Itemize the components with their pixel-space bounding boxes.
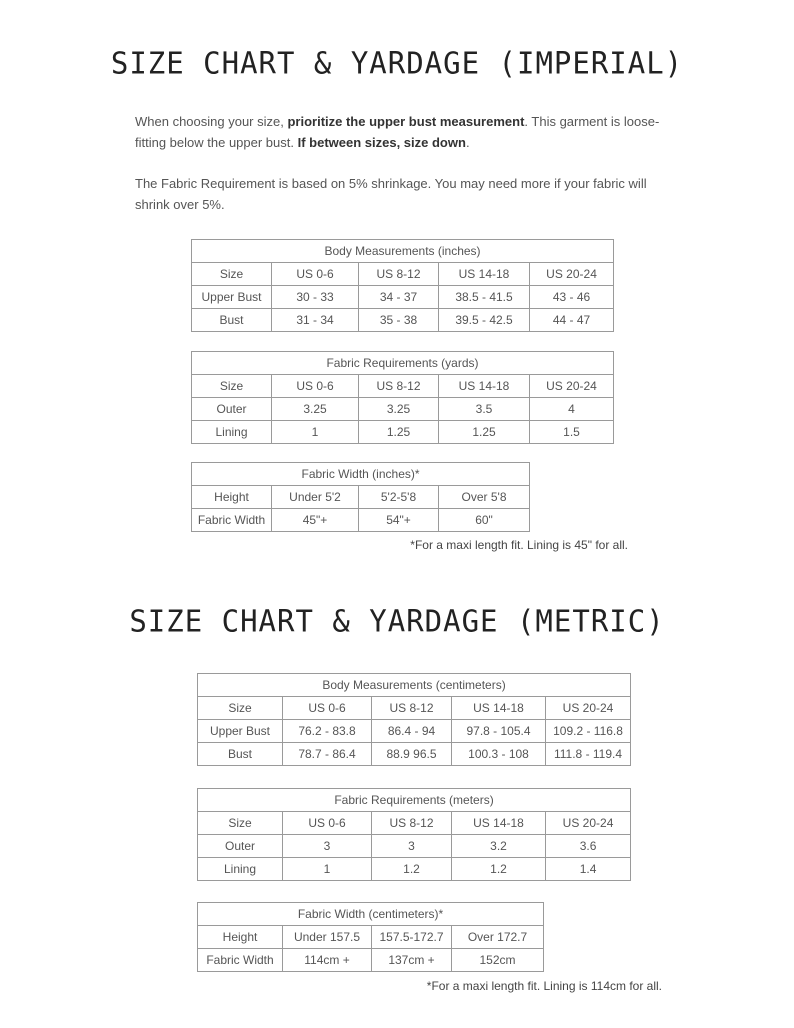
column-header: US 14-18 (439, 375, 530, 398)
metric-title: SIZE CHART & YARDAGE (METRIC) (129, 603, 665, 639)
table-cell: 88.9 96.5 (372, 743, 452, 766)
intro-text: . (465, 135, 470, 150)
table-caption-row (192, 463, 530, 486)
column-header: Over 172.7 (452, 926, 544, 949)
table-row (198, 858, 631, 881)
shrinkage-paragraph: The Fabric Requirement is based on 5% shrinkage. You may need more if your fabric will shrink over 5%. (135, 176, 647, 212)
row-label: Size (192, 375, 272, 398)
table-caption-row (192, 352, 614, 375)
table-cell: 1 (283, 858, 372, 881)
table-cell: 1 (272, 421, 359, 444)
column-header: US 14-18 (439, 263, 530, 286)
table-cell: 137cm + (372, 949, 452, 972)
table-caption: Body Measurements (inches) (192, 240, 614, 263)
row-label: Lining (198, 858, 283, 881)
table-cell: 86.4 - 94 (372, 720, 452, 743)
column-header: US 8-12 (372, 812, 452, 835)
row-label: Outer (198, 835, 283, 858)
table-row (192, 486, 530, 509)
table-cell: 39.5 - 42.5 (439, 309, 530, 332)
row-label: Upper Bust (198, 720, 283, 743)
table-cell: 114cm + (283, 949, 372, 972)
intro-emphasis: If between sizes, size down (297, 135, 466, 150)
column-header: US 20-24 (530, 263, 614, 286)
table-row (192, 509, 530, 532)
column-header: US 0-6 (283, 697, 372, 720)
table-cell: 1.4 (546, 858, 631, 881)
column-header: US 0-6 (272, 375, 359, 398)
imperial-footnote: *For a maxi length fit. Lining is 45" for all. (410, 538, 628, 552)
table-cell: 3.25 (272, 398, 359, 421)
table-caption: Body Measurements (centimeters) (198, 674, 631, 697)
table-caption: Fabric Width (centimeters)* (198, 903, 544, 926)
table-cell: 30 - 33 (272, 286, 359, 309)
table-cell: 3 (283, 835, 372, 858)
column-header: US 14-18 (452, 697, 546, 720)
row-label: Height (192, 486, 272, 509)
imperial-body-measurements-table (191, 239, 614, 332)
column-header: US 8-12 (359, 263, 439, 286)
intro-text: When choosing your size, (135, 114, 288, 129)
metric-fabric-requirements-table (197, 788, 631, 881)
column-header: 157.5-172.7 (372, 926, 452, 949)
table-cell: 1.25 (439, 421, 530, 444)
column-header: US 0-6 (272, 263, 359, 286)
column-header: Under 157.5 (283, 926, 372, 949)
column-header: Over 5'8 (439, 486, 530, 509)
row-label: Lining (192, 421, 272, 444)
table-cell: 4 (530, 398, 614, 421)
table-row (198, 835, 631, 858)
table-cell: 1.25 (359, 421, 439, 444)
table-cell: 76.2 - 83.8 (283, 720, 372, 743)
table-row (192, 286, 614, 309)
table-cell: 152cm (452, 949, 544, 972)
table-cell: 111.8 - 119.4 (546, 743, 631, 766)
table-row (198, 926, 544, 949)
intro-paragraph (135, 111, 675, 153)
table-cell: 60" (439, 509, 530, 532)
row-label: Upper Bust (192, 286, 272, 309)
metric-fabric-width-table (197, 902, 544, 972)
table-cell: 3.6 (546, 835, 631, 858)
column-header: US 20-24 (546, 697, 631, 720)
table-caption: Fabric Requirements (meters) (198, 789, 631, 812)
intro-emphasis: prioritize the upper bust measurement (287, 114, 525, 129)
row-label: Size (192, 263, 272, 286)
table-row (198, 812, 631, 835)
table-caption-row (198, 674, 631, 697)
intro-text: . This garment is loose-fitting below the upper bust. (135, 114, 660, 150)
column-header: US 8-12 (372, 697, 452, 720)
table-cell: 1.5 (530, 421, 614, 444)
table-cell: 45"+ (272, 509, 359, 532)
table-row (192, 309, 614, 332)
column-header: US 20-24 (546, 812, 631, 835)
row-label: Fabric Width (198, 949, 283, 972)
imperial-fabric-width-table (191, 462, 530, 532)
table-cell: 3.5 (439, 398, 530, 421)
row-label: Outer (192, 398, 272, 421)
table-cell: 97.8 - 105.4 (452, 720, 546, 743)
table-row (192, 421, 614, 444)
table-cell: 34 - 37 (359, 286, 439, 309)
table-cell: 31 - 34 (272, 309, 359, 332)
table-caption: Fabric Requirements (yards) (192, 352, 614, 375)
imperial-fabric-requirements-table (191, 351, 614, 444)
table-cell: 35 - 38 (359, 309, 439, 332)
table-row (192, 263, 614, 286)
table-caption-row (192, 240, 614, 263)
table-cell: 3.2 (452, 835, 546, 858)
table-cell: 1.2 (452, 858, 546, 881)
row-label: Height (198, 926, 283, 949)
table-row (198, 697, 631, 720)
table-cell: 54"+ (359, 509, 439, 532)
table-cell: 100.3 - 108 (452, 743, 546, 766)
table-cell: 109.2 - 116.8 (546, 720, 631, 743)
row-label: Bust (192, 309, 272, 332)
imperial-title: SIZE CHART & YARDAGE (IMPERIAL) (110, 45, 684, 81)
table-row (192, 398, 614, 421)
table-caption: Fabric Width (inches)* (192, 463, 530, 486)
table-row (192, 375, 614, 398)
table-row (198, 743, 631, 766)
table-cell: 3.25 (359, 398, 439, 421)
column-header: US 8-12 (359, 375, 439, 398)
table-cell: 1.2 (372, 858, 452, 881)
metric-body-measurements-table (197, 673, 631, 766)
column-header: US 0-6 (283, 812, 372, 835)
table-cell: 38.5 - 41.5 (439, 286, 530, 309)
metric-footnote: *For a maxi length fit. Lining is 114cm for all. (426, 979, 662, 993)
column-header: 5'2-5'8 (359, 486, 439, 509)
table-cell: 78.7 - 86.4 (283, 743, 372, 766)
table-row (198, 720, 631, 743)
column-header: Under 5'2 (272, 486, 359, 509)
table-row (198, 949, 544, 972)
table-caption-row (198, 789, 631, 812)
column-header: US 20-24 (530, 375, 614, 398)
table-caption-row (198, 903, 544, 926)
column-header: US 14-18 (452, 812, 546, 835)
table-cell: 44 - 47 (530, 309, 614, 332)
row-label: Size (198, 812, 283, 835)
row-label: Size (198, 697, 283, 720)
row-label: Fabric Width (192, 509, 272, 532)
table-cell: 3 (372, 835, 452, 858)
row-label: Bust (198, 743, 283, 766)
table-cell: 43 - 46 (530, 286, 614, 309)
